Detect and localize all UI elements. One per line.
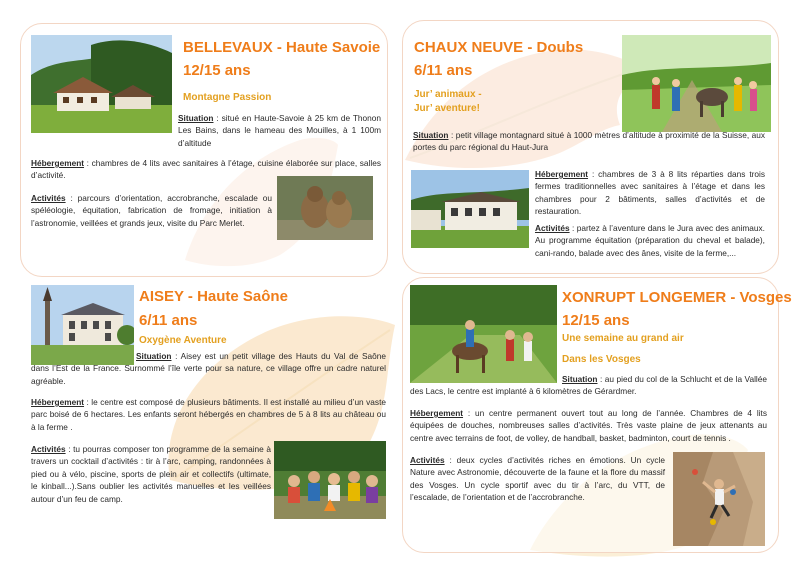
activites-label: Activités [31,444,66,454]
chaux-neuve-farmhouse-photo [411,170,529,248]
aisey-title: AISEY - Haute Saône [139,288,288,305]
hebergement-label: Hébergement [535,169,589,179]
bellevaux-situation [178,112,381,149]
aisey-age: 6/11 ans [139,312,198,329]
hebergement-label: Hébergement [410,408,464,418]
situation-label: Situation [178,113,214,123]
chaux-neuve-donkey-hike-photo [622,35,771,132]
bellevaux-age: 12/15 ans [183,62,251,79]
xonrupt-situation [410,373,767,398]
xonrupt-subtitle-2: Dans les Vosges [562,354,641,365]
bellevaux-chalet-photo [31,35,172,133]
situation-text: : Aisey est un petit village des Hauts du Val de Saône dans l’Est de la France. Surnommé l’île verte pour sa nature, ce village offre un cadre naturel agréable. [31,351,386,386]
situation-label: Situation [413,130,449,140]
situation-text: : situé en Haute-Savoie à 25 km de Thonon Les Bains, dans le hameau des Mouilles, à 1 100m d’altitude [178,113,381,148]
bellevaux-marmots-photo [277,176,373,240]
hebergement-text: : chambres de 4 lits avec sanitaires à l’étage, cuisine élaborée sur place, salles d’activité. [31,158,381,181]
xonrupt-age: 12/15 ans [562,312,630,329]
chaux-neuve-activites [535,222,765,259]
bellevaux-subtitle: Montagne Passion [183,92,272,103]
hebergement-label: Hébergement [31,158,85,168]
aisey-campfire-photo [274,441,386,519]
xonrupt-climbing-photo [673,452,765,546]
chaux-neuve-situation [413,129,765,154]
situation-label: Situation [562,374,598,384]
xonrupt-horse-ride-photo [410,285,557,383]
activites-text: : deux cycles d’activités riches en émotions. Un cycle Nature avec Astronomie, découverte de la faune et la flore du massif des Vosges. Un cycle sportif avec du tir à l’arc, du VTT, de l’escalade, de l’orientation et de l’accrobranche. [410,455,665,503]
activites-text: : partez à l’aventure dans le Jura avec des animaux. Au programme équitation (préparation du cheval et balade), cani-rando, balade avec des ânes, visite de la ferme,... [535,223,765,258]
xonrupt-title: XONRUPT LONGEMER - Vosges [562,289,792,306]
chaux-neuve-subtitle-1: Jur’ animaux - [414,89,482,100]
bellevaux-title: BELLEVAUX - Haute Savoie [183,39,381,56]
chaux-neuve-subtitle-2: Jur’ aventure! [414,103,480,114]
aisey-activites [31,443,271,505]
activites-label: Activités [535,223,570,233]
hebergement-text: : un centre permanent ouvert tout au long de l’année. Chambres de 4 lits équipées de douches, nombreuses salles d’activités. Très vaste plaine de jeux attenants au centre avec terrains de foot, de volley, de handball, basket, badminton, court de tennis . [410,408,767,443]
situation-text: : au pied du col de la Schlucht et de la Vallée des Lacs, le centre est implanté à 6 kilomètres de Gérardmer. [410,374,767,397]
activites-text: : parcours d’orientation, accrobranche, escalade ou spéléologie, équitation, fabrication de fromage, initiation à l’astronomie, veillées et grands jeux, visite du Parc Merlet. [31,193,272,228]
xonrupt-subtitle-1: Une semaine au grand air [562,333,684,344]
chaux-neuve-age: 6/11 ans [414,62,473,79]
chaux-neuve-title: CHAUX NEUVE - Doubs [414,39,584,56]
chaux-neuve-hebergement [535,168,765,218]
aisey-hebergement [31,396,386,433]
activites-text: : tu pourras composer ton programme de la semaine à travers un cocktail d’activités : tir à l’arc, camping, randonnées à pied ou à vélo, piscine, sports de plein air et collectifs (ultimate, le kinball...).Sans oublier les activités manuelles et les veillées autour d’un feu de camp. [31,444,271,504]
xonrupt-hebergement [410,407,767,444]
activites-label: Activités [410,455,445,465]
xonrupt-activites [410,454,665,504]
hebergement-text: : le centre est composé de plusieurs bâtiments. Il est installé au milieu d’un vaste parc boisé de 6 hectares. Les enfants seront hébergés en chambres de 5 à 8 lits au château ou à la ferme . [31,397,386,432]
situation-label: Situation [136,351,172,361]
hebergement-text: : chambres de 3 à 8 lits réparties dans trois fermes traditionnelles avec sanitaires à l’étage et dans les chambres pour 2 bâtiments, salles d’activités et de restauration. [535,169,765,217]
situation-text: : petit village montagnard situé à 1000 mètres d’altitude à proximité de la Suisse, aux portes du parc régional du Haut-Jura [413,130,765,153]
activites-label: Activités [31,193,66,203]
bellevaux-activites [31,192,272,229]
aisey-subtitle: Oxygène Aventure [139,335,227,346]
aisey-situation [31,350,386,387]
hebergement-label: Hébergement [31,397,85,407]
